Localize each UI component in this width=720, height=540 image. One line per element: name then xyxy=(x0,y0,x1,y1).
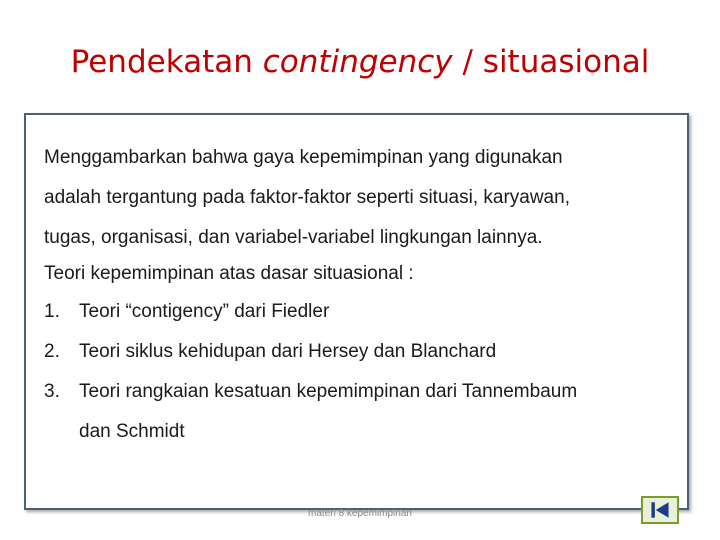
list-item xyxy=(44,292,684,332)
list-number: 3. xyxy=(44,381,60,402)
title-part-1: Pendekatan xyxy=(70,44,263,80)
theory-list xyxy=(44,292,684,452)
body-line: adalah tergantung pada faktor-faktor seperti situasi, karyawan, xyxy=(44,187,570,208)
list-item xyxy=(44,332,684,372)
slide-title xyxy=(0,44,720,80)
list-text: Teori siklus kehidupan dari Hersey dan Blanchard xyxy=(79,341,497,362)
body-line: tugas, organisasi, dan variabel-variabel lingkungan lainnya. xyxy=(44,227,543,248)
description-paragraph xyxy=(44,138,684,258)
list-text: Teori rangkaian kesatuan kepemimpinan dari Tannembaum xyxy=(79,381,578,402)
list-number: 2. xyxy=(44,341,60,362)
list-text: Teori “contigency” dari Fiedler xyxy=(79,301,330,322)
list-text-continued: dan Schmidt xyxy=(79,421,185,442)
body-line: Menggambarkan bahwa gaya kepemimpinan yang digunakan xyxy=(44,147,563,168)
intro-text: Teori kepemimpinan atas dasar situasional : xyxy=(44,263,414,284)
list-number: 1. xyxy=(44,301,60,322)
slide-footer: materi 8 kepemimpinan xyxy=(308,508,412,519)
skip-to-first-icon xyxy=(643,498,677,522)
list-item xyxy=(44,372,684,452)
title-part-2: contingency xyxy=(262,44,453,80)
title-part-3: / situasional xyxy=(452,44,650,80)
first-slide-button[interactable] xyxy=(641,496,679,524)
